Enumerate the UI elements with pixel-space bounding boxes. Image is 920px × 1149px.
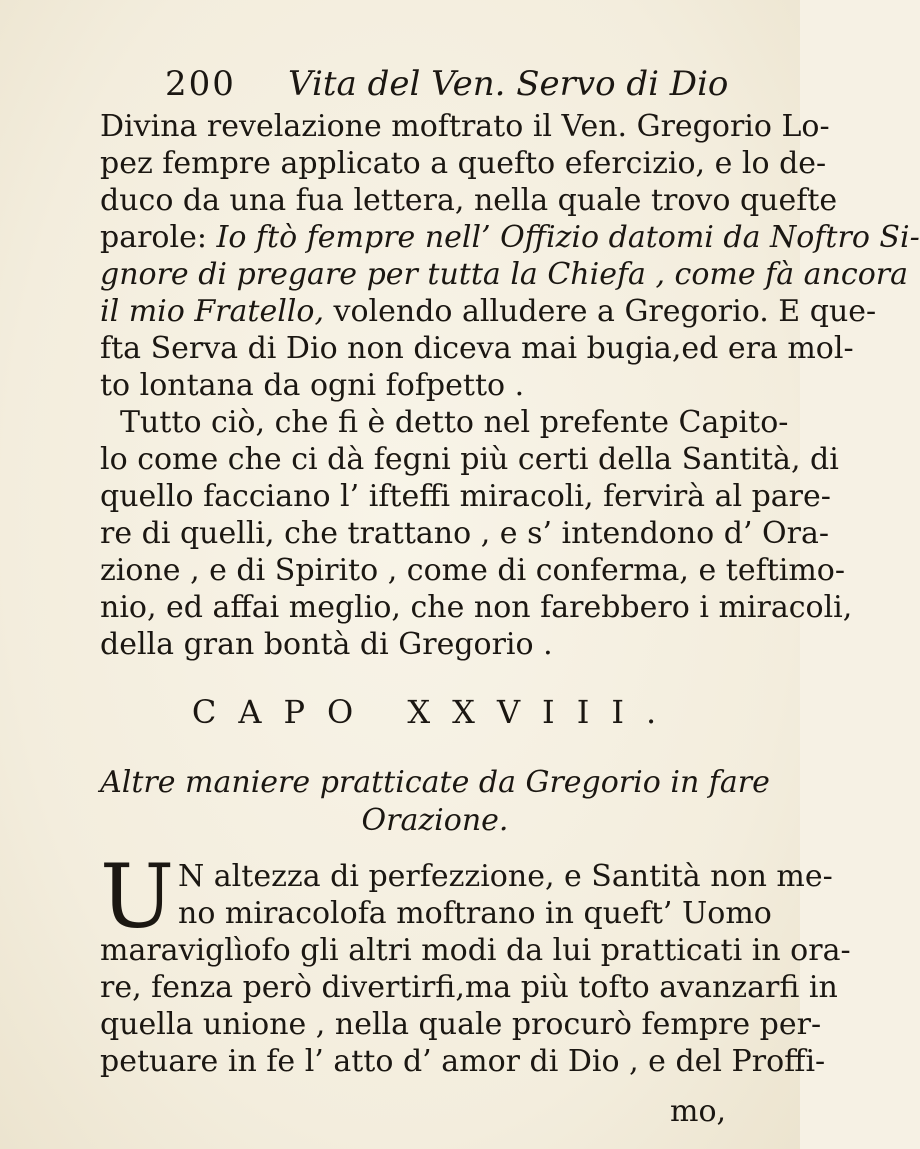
chapter-subtitle	[95, 764, 775, 840]
body-line: petuare in fe l’ atto d’ amor di Dio , e del Proffi-	[100, 1044, 826, 1079]
chapter-body	[100, 845, 851, 1080]
body-line: quella unione , nella quale procurò fempre per-	[100, 1007, 822, 1042]
body-line: zione , e di Spirito , come di conferma, e teftimo-	[100, 553, 846, 588]
body-line-mixed	[100, 293, 877, 330]
body-line: pez fempre applicato a quefto efercizio, e lo de-	[100, 146, 827, 181]
body-line: gnore di pregare per tutta la Chiefa , come fà ancora	[100, 257, 908, 292]
body-line-quote	[100, 219, 920, 256]
body-line: N altezza di perfezzione, e Santità non me-	[178, 859, 833, 894]
body-line: fta Serva di Dio non diceva mai bugia,ed era mol-	[100, 331, 854, 366]
body-line: quello facciano l’ ifteffi miracoli, fervirà al pare-	[100, 479, 831, 514]
running-title: Vita del Ven. Servo di Dio	[288, 64, 729, 104]
running-head	[0, 0, 800, 120]
body-line: no miracolofa moftrano in queft’ Uomo	[178, 896, 772, 931]
body-line: maraviglìofo gli altri modi da lui pratticati in ora-	[100, 933, 851, 968]
body-line: Tutto ciò, che fi è detto nel prefente Capito-	[120, 405, 789, 440]
chapter-heading: CAPO XXVIII.	[191, 693, 679, 731]
body-paragraphs	[100, 108, 920, 663]
chapter-subtitle-line: Orazione.	[361, 803, 509, 838]
body-line-prefix: parole:	[100, 220, 217, 255]
chapter-subtitle-line: Altre maniere pratticate da Gregorio in fare	[100, 765, 770, 800]
body-line: re, fenza però divertirfi,ma più tofto avanzarfi in	[100, 970, 838, 1005]
body-line: nio, ed affai meglio, che non farebbero i miracoli,	[100, 590, 853, 625]
body-line: della gran bontà di Gregorio .	[100, 627, 553, 662]
body-line: duco da una fua lettera, nella quale trovo quefte	[100, 183, 838, 218]
body-line: Divina revelazione moftrato il Ven. Gregorio Lo-	[100, 109, 830, 144]
drop-cap: U	[100, 845, 175, 948]
catchword: mo,	[670, 1094, 727, 1129]
body-line-suffix: volendo alludere a Gregorio. E que-	[324, 294, 877, 329]
italic-quote-end: il mio Fratello,	[100, 294, 325, 329]
body-line: lo come che ci dà fegni più certi della Santità, di	[100, 442, 839, 477]
body-line: re di quelli, che trattano , e s’ intendono d’ Ora-	[100, 516, 830, 551]
page-number: 200	[165, 64, 236, 104]
body-line: to lontana da ogni fofpetto .	[100, 368, 525, 403]
italic-quote: Io ftò fempre nell’ Offizio datomi da Noftro Si-	[216, 220, 920, 255]
